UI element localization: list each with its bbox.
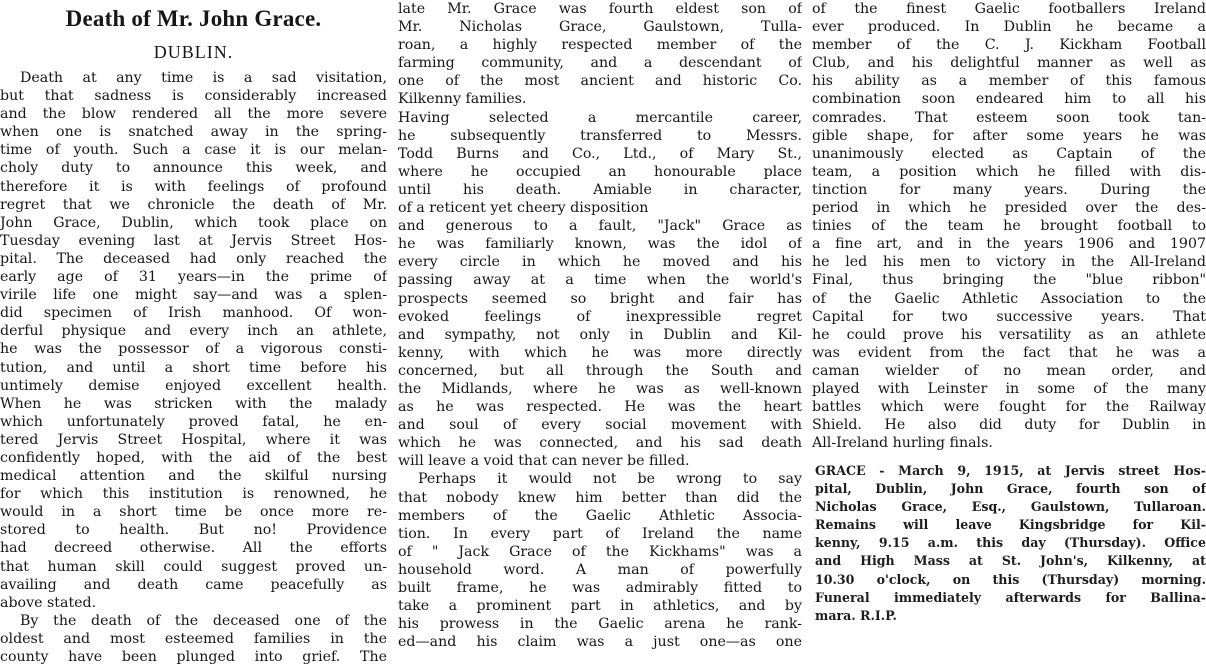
notice-line: Funeral immediately afterwards for Ballina- bbox=[815, 589, 1206, 605]
text-line: but that sadness is considerably increased bbox=[0, 88, 387, 105]
text-line: Having selected a mercantile career, bbox=[398, 109, 802, 126]
text-line: of the Gaelic Athletic Association to the bbox=[812, 290, 1206, 307]
column-3 bbox=[812, 0, 1206, 667]
text-line: caman wielder of no mean order, and bbox=[812, 362, 1206, 379]
text-line: Mr. Nicholas Grace, Gaulstown, Tulla- bbox=[398, 19, 802, 36]
text-line: concerned, but all through the South and bbox=[398, 362, 802, 379]
text-line: Todd Burns and Co., Ltd., of Mary St., bbox=[398, 145, 802, 162]
text-line: John Grace, Dublin, which took place on bbox=[0, 214, 387, 231]
text-line: Club, and his delightful manner as well as bbox=[812, 55, 1206, 72]
text-line: unanimously elected as Captain of the bbox=[812, 145, 1206, 162]
text-line: for which this institution is renowned, he bbox=[0, 486, 387, 503]
text-line: did specimen of Irish manhood. Of won- bbox=[0, 305, 387, 322]
text-line: his prowess in the Gaelic arena he rank- bbox=[398, 616, 802, 633]
notice-line: GRACE - March 9, 1915, at Jervis street Hos- bbox=[815, 463, 1206, 478]
column-1-text bbox=[0, 69, 387, 666]
text-line: period in which he presided over the des- bbox=[812, 200, 1206, 217]
text-line: that human skill could suggest proved un- bbox=[0, 558, 387, 575]
column-1 bbox=[0, 0, 387, 667]
text-line: as he was respected. He was the heart bbox=[398, 399, 802, 416]
text-line: team, a position which he filled with dis- bbox=[812, 163, 1206, 180]
text-line: Tuesday evening last at Jervis Street Hos- bbox=[0, 232, 387, 249]
text-line: comrades. That esteem soon took tan- bbox=[812, 109, 1206, 126]
text-line: a fine art, and in the years 1906 and 1907 bbox=[812, 236, 1206, 253]
text-line: tinction for many years. During the bbox=[812, 181, 1206, 198]
text-line: tution, and until a short time before his bbox=[0, 359, 387, 376]
text-line: one of the most ancient and historic Co. bbox=[398, 73, 802, 90]
text-line: take a prominent part in athletics, and by bbox=[398, 598, 802, 615]
text-line: members of the Gaelic Athletic Associa- bbox=[398, 507, 802, 524]
text-line: pital. The deceased had only reached the bbox=[0, 250, 387, 267]
text-line: roan, a highly respected member of the bbox=[398, 37, 802, 54]
text-line: he could prove his versatility as an athlete bbox=[812, 326, 1206, 343]
text-line: household word. A man of powerfully bbox=[398, 561, 802, 578]
text-line: which he was connected, and his sad death bbox=[398, 435, 802, 452]
text-line: of " Jack Grace of the Kickhams" was a bbox=[398, 543, 802, 560]
text-line: tion. In every part of Ireland the name bbox=[398, 525, 802, 542]
notice-line: mara. R.I.P. bbox=[815, 607, 897, 623]
text-line: regret that we chronicle the death of Mr. bbox=[0, 196, 387, 213]
text-line: county have been plunged into grief. The bbox=[0, 649, 387, 665]
text-line: had decreed otherwise. All the efforts bbox=[0, 540, 387, 557]
text-line: When he was stricken with the malady bbox=[0, 395, 387, 412]
text-line: of the finest Gaelic footballers Ireland bbox=[812, 1, 1206, 17]
text-line: and the blow rendered all the more severe bbox=[0, 106, 387, 123]
notice-line: Remains will leave Kingsbridge for Kil- bbox=[815, 517, 1206, 533]
text-line: time of youth. Such a case it is our melan- bbox=[0, 142, 387, 159]
text-line: farming community, and a descendant of bbox=[398, 55, 802, 72]
text-line: which unfortunately proved fatal, he en- bbox=[0, 413, 387, 430]
column-3-text bbox=[812, 0, 1206, 452]
text-line: untimely demise enjoyed excellent health. bbox=[0, 377, 387, 394]
text-line: virile life one might say—and was a splen- bbox=[0, 287, 387, 304]
text-line: of a reticent yet cheery disposition bbox=[398, 200, 649, 217]
text-line: oldest and most esteemed families in the bbox=[0, 630, 387, 647]
text-line: tinies of the team he brought football to bbox=[812, 218, 1206, 235]
text-line: he was familiarly known, was the idol of bbox=[398, 236, 802, 253]
notice-line: 10.30 o'clock, on this (Thursday) morning. bbox=[815, 571, 1206, 587]
text-line: battles which were fought for the Railway bbox=[812, 399, 1206, 416]
text-line: Shield. He also did duty for Dublin in bbox=[812, 417, 1206, 434]
notice-line: and High Mass at St. John's, Kilkenny, at bbox=[815, 553, 1206, 569]
text-line: stored to health. But no! Providence bbox=[0, 522, 387, 539]
text-line: his ability as a member of this famous bbox=[812, 73, 1206, 90]
text-line: ever produced. In Dublin he became a bbox=[812, 19, 1206, 36]
text-line: tered Jervis Street Hospital, where it was bbox=[0, 431, 387, 448]
headline: Death of Mr. John Grace. bbox=[65, 6, 322, 31]
text-line: and generous to a fault, "Jack" Grace as bbox=[398, 218, 802, 235]
text-line: kenny, with which he was more directly bbox=[398, 344, 802, 361]
text-line: choly duty to announce this week, and bbox=[0, 160, 387, 177]
text-line: he led his men to victory in the All-Ireland bbox=[812, 254, 1206, 271]
text-line: Death at any time is a sad visitation, bbox=[20, 70, 387, 86]
text-line: until his death. Amiable in character, bbox=[398, 181, 802, 198]
text-line: that nobody knew him better than did the bbox=[398, 489, 802, 506]
notice-line: kenny, 9.15 a.m. this day (Thursday). Office bbox=[815, 535, 1206, 551]
text-line: Kilkenny families. bbox=[398, 91, 527, 108]
text-line: built frame, he was admirably fitted to bbox=[398, 580, 802, 596]
text-line: combination soon endeared him to all his bbox=[812, 91, 1206, 108]
notice-line: Nicholas Grace, Esq., Gaulstown, Tullaroan. bbox=[815, 499, 1206, 515]
death-notice bbox=[815, 462, 1206, 625]
text-line: where he occupied an honourable place bbox=[398, 163, 802, 180]
text-line: would in a short time be once more re- bbox=[0, 504, 387, 521]
notice-line: pital, Dublin, John Grace, fourth son of bbox=[815, 481, 1206, 497]
text-line: All-Ireland hurling finals. bbox=[812, 435, 993, 452]
dateline: DUBLIN. bbox=[153, 42, 234, 62]
text-line: Perhaps it would not be wrong to say bbox=[418, 471, 802, 488]
text-line: confidently hoped, with the aid of the best bbox=[0, 449, 387, 466]
text-line: therefore it is with feelings of profound bbox=[0, 178, 387, 195]
text-line: passing away at a time when the world's bbox=[398, 272, 802, 289]
column-2 bbox=[398, 0, 802, 667]
text-line: will leave a void that can never be filled. bbox=[398, 453, 690, 470]
text-line: Final, thus bringing the "blue ribbon" bbox=[812, 272, 1206, 289]
text-line: availing and death came peacefully as bbox=[0, 576, 387, 593]
text-line: prospects seemed so bright and fair has bbox=[398, 290, 802, 307]
text-line: and sympathy, not only in Dublin and Kil- bbox=[398, 326, 802, 343]
text-line: above stated. bbox=[0, 594, 97, 611]
text-line: evoked feelings of inexpressible regret bbox=[398, 308, 802, 325]
text-line: when one is snatched away in the spring- bbox=[0, 124, 387, 141]
text-line: he was the possessor of a vigorous consti- bbox=[0, 341, 387, 358]
text-line: and soul of every social movement with bbox=[398, 417, 802, 434]
text-line: was evident from the fact that he was a bbox=[812, 344, 1206, 361]
column-2-text bbox=[398, 0, 802, 651]
text-line: the Midlands, where he was as well-known bbox=[398, 380, 802, 397]
text-line: late Mr. Grace was fourth eldest son of bbox=[398, 1, 802, 17]
text-line: played with Leinster in some of the many bbox=[812, 380, 1206, 397]
text-line: medical attention and the skilful nursing bbox=[0, 468, 387, 485]
text-line: early age of 31 years—in the prime of bbox=[0, 269, 387, 286]
text-line: he subsequently transferred to Messrs. bbox=[398, 127, 802, 144]
text-line: member of the C. J. Kickham Football bbox=[812, 37, 1206, 54]
text-line: ed—and his claim was a just one—as one bbox=[398, 634, 802, 651]
text-line: every circle in which he moved and his bbox=[398, 254, 802, 271]
text-line: gible shape, for after some years he was bbox=[812, 127, 1206, 144]
text-line: derful physique and every inch an athlete, bbox=[0, 323, 387, 340]
text-line: By the death of the deceased one of the bbox=[20, 612, 387, 629]
text-line: Capital for two successive years. That bbox=[812, 308, 1206, 325]
